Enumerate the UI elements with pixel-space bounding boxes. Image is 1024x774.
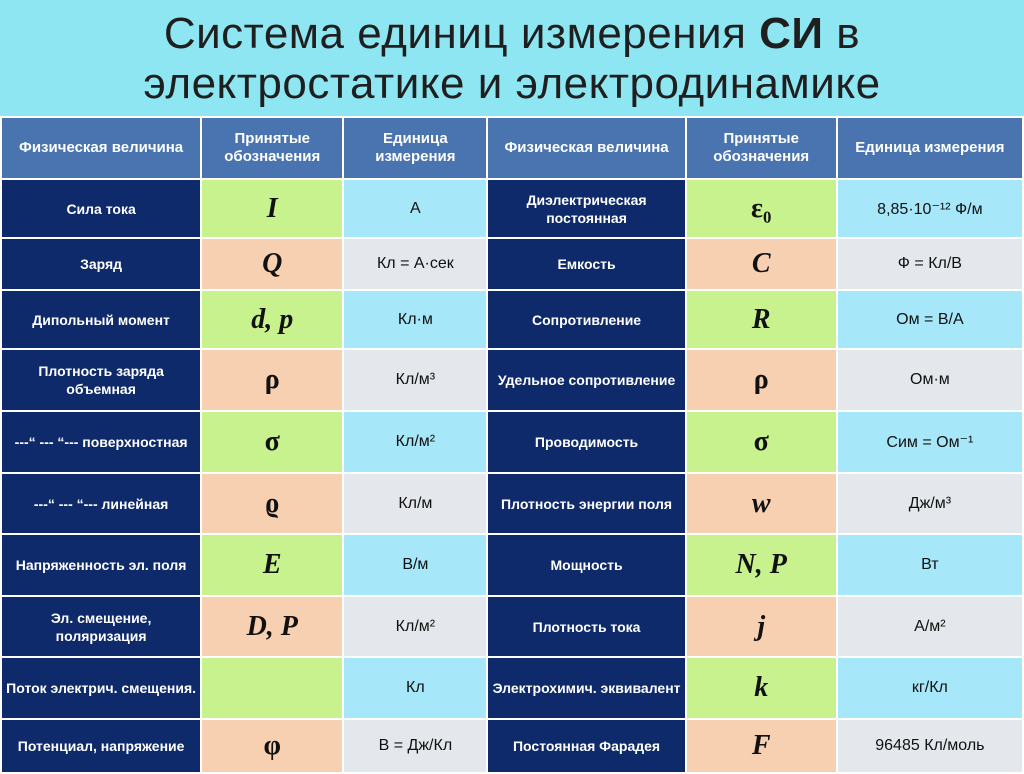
header-unit-left: Единица измерения <box>344 118 486 178</box>
quantity-name-left: Сила тока <box>2 180 200 237</box>
unit-left: Кл/м <box>344 474 486 533</box>
quantity-name-left: Напряженность эл. поля <box>2 535 200 595</box>
symbol-right: σ <box>687 412 836 472</box>
symbol-right: C <box>687 239 836 289</box>
unit-right: Вт <box>838 535 1022 595</box>
title-line-1-pre: Система единиц измерения <box>163 9 760 58</box>
table-header-row <box>2 118 1022 178</box>
unit-left: А <box>344 180 486 237</box>
symbol-right: ρ <box>687 350 836 410</box>
header-symbol-left: Принятые обозначения <box>202 118 342 178</box>
page-title <box>0 0 1024 118</box>
quantity-name-right: Диэлектрическая постоянная <box>488 180 684 237</box>
header-unit-right: Единица измерения <box>838 118 1022 178</box>
unit-left: Кл/м² <box>344 412 486 472</box>
unit-right: Ф = Кл/В <box>838 239 1022 289</box>
unit-right: Сим = Ом⁻¹ <box>838 412 1022 472</box>
table-row <box>2 239 1022 289</box>
title-line-1 <box>164 9 860 59</box>
symbol-left: ρ <box>202 350 342 410</box>
unit-right: Ом·м <box>838 350 1022 410</box>
unit-left: Кл <box>344 658 486 718</box>
quantity-name-right: Удельное сопротивление <box>488 350 684 410</box>
quantity-name-left: ---“ --- “--- поверхностная <box>2 412 200 472</box>
table-row <box>2 474 1022 533</box>
quantity-name-right: Постоянная Фарадея <box>488 720 684 772</box>
unit-right: кг/Кл <box>838 658 1022 718</box>
symbol-left: I <box>202 180 342 237</box>
units-table <box>0 116 1024 774</box>
unit-right: Дж/м³ <box>838 474 1022 533</box>
unit-right: 8,85·10⁻¹² Ф/м <box>838 180 1022 237</box>
quantity-name-right: Проводимость <box>488 412 684 472</box>
unit-left: Кл = А·сек <box>344 239 486 289</box>
table-row <box>2 535 1022 595</box>
title-si: СИ <box>759 9 824 58</box>
symbol-left <box>202 658 342 718</box>
symbol-left: ϱ <box>202 474 342 533</box>
symbol-right: R <box>687 291 836 348</box>
unit-left: В/м <box>344 535 486 595</box>
symbol-right: k <box>687 658 836 718</box>
unit-left: Кл/м³ <box>344 350 486 410</box>
symbol-left: σ <box>202 412 342 472</box>
symbol-left: E <box>202 535 342 595</box>
table-row <box>2 180 1022 237</box>
quantity-name-left: Плотность заряда объемная <box>2 350 200 410</box>
symbol-left: d, p <box>202 291 342 348</box>
quantity-name-left: Дипольный момент <box>2 291 200 348</box>
table-row <box>2 597 1022 656</box>
quantity-name-right: Сопротивление <box>488 291 684 348</box>
quantity-name-left: Эл. смещение, поляризация <box>2 597 200 656</box>
symbol-left: φ <box>202 720 342 772</box>
header-symbol-right: Принятые обозначения <box>687 118 836 178</box>
title-line-2: электростатике и электродинамике <box>143 59 881 108</box>
header-quantity-right: Физическая величина <box>488 118 684 178</box>
quantity-name-left: Поток электрич. смещения. <box>2 658 200 718</box>
symbol-right: ε₀ <box>687 180 836 237</box>
symbol-right: N, P <box>687 535 836 595</box>
quantity-name-right: Электрохимич. эквивалент <box>488 658 684 718</box>
unit-left: Кл/м² <box>344 597 486 656</box>
unit-left: В = Дж/Кл <box>344 720 486 772</box>
quantity-name-right: Плотность тока <box>488 597 684 656</box>
unit-right: А/м² <box>838 597 1022 656</box>
quantity-name-right: Емкость <box>488 239 684 289</box>
quantity-name-left: ---“ --- “--- линейная <box>2 474 200 533</box>
header-quantity-left: Физическая величина <box>2 118 200 178</box>
quantity-name-left: Заряд <box>2 239 200 289</box>
table-row <box>2 291 1022 348</box>
unit-right: 96485 Кл/моль <box>838 720 1022 772</box>
quantity-name-left: Потенциал, напряжение <box>2 720 200 772</box>
symbol-left: D, P <box>202 597 342 656</box>
symbol-right: F <box>687 720 836 772</box>
symbol-right: j <box>687 597 836 656</box>
unit-right: Ом = В/А <box>838 291 1022 348</box>
table-row <box>2 658 1022 718</box>
table-row <box>2 350 1022 410</box>
symbol-right: w <box>687 474 836 533</box>
table-row <box>2 412 1022 472</box>
unit-left: Кл·м <box>344 291 486 348</box>
table-row <box>2 720 1022 772</box>
quantity-name-right: Мощность <box>488 535 684 595</box>
title-line-1-post: в <box>823 9 861 58</box>
quantity-name-right: Плотность энергии поля <box>488 474 684 533</box>
symbol-left: Q <box>202 239 342 289</box>
